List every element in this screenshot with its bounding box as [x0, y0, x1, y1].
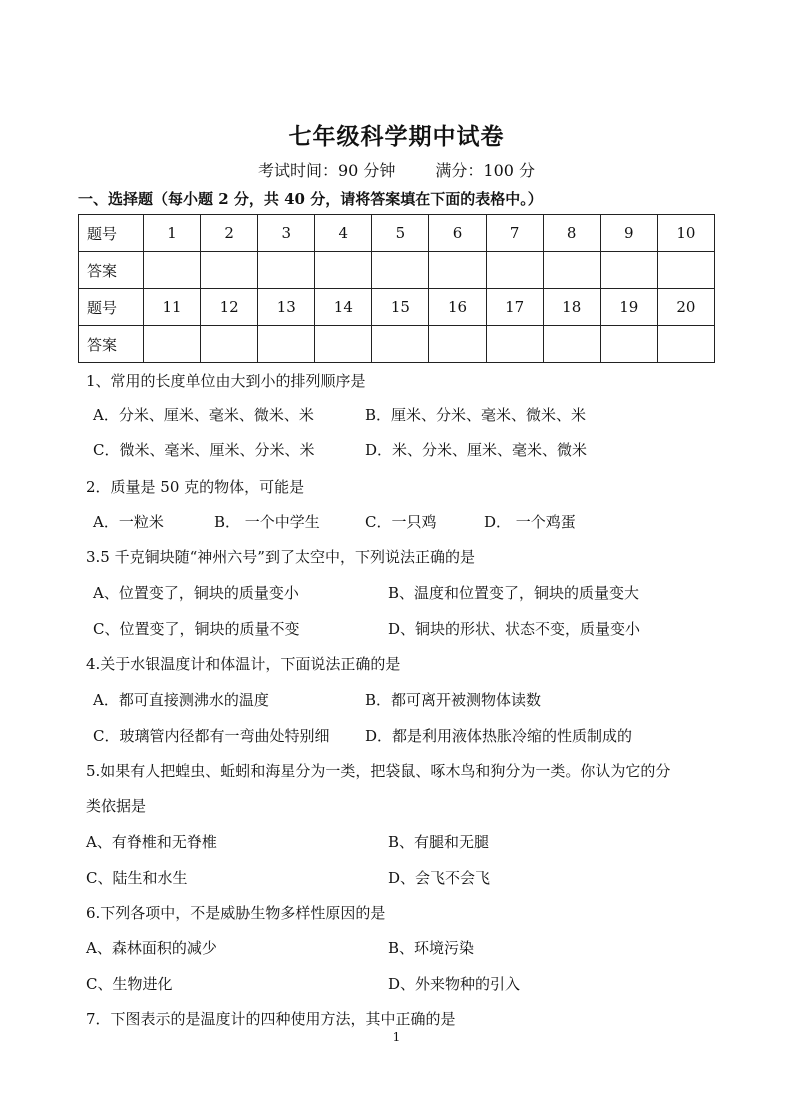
exam-time: 考试时间：90 分钟 [257, 161, 396, 180]
answer-cell[interactable] [315, 326, 372, 363]
question-number-cell: 16 [429, 289, 486, 326]
question-number-cell: 7 [486, 215, 543, 252]
question-number-cell: 19 [600, 289, 657, 326]
option-c: C．玻璃管内径都有一弯曲处特别细 [93, 727, 330, 745]
question-number-cell: 20 [657, 289, 714, 326]
page-number: 1 [392, 1030, 401, 1044]
table-row [79, 252, 715, 289]
question-number-cell: 3 [258, 215, 315, 252]
question-2: 2．质量是 50 克的物体，可能是 [86, 478, 305, 496]
option-a: A．分米、厘米、毫米、微米、米 [93, 406, 314, 424]
option-b: B、温度和位置变了，铜块的质量变大 [388, 584, 640, 602]
option-d: D． 一个鸡蛋 [484, 513, 576, 531]
question-number-cell: 6 [429, 215, 486, 252]
option-a: A．一粒米 [93, 513, 164, 531]
row-label-question: 题号 [79, 215, 144, 252]
row-label-question: 题号 [79, 289, 144, 326]
option-b: B． 一个中学生 [214, 513, 320, 531]
question-5-continued: 类依据是 [86, 797, 147, 815]
option-c: C、位置变了，铜块的质量不变 [93, 620, 300, 638]
answer-cell[interactable] [543, 326, 600, 363]
question-number-cell: 11 [144, 289, 201, 326]
question-number-cell: 8 [543, 215, 600, 252]
answer-cell[interactable] [429, 326, 486, 363]
option-c: C、陆生和水生 [86, 869, 188, 887]
answer-cell[interactable] [201, 252, 258, 289]
answer-cell[interactable] [429, 252, 486, 289]
option-c: C．微米、毫米、厘米、分米、米 [93, 441, 315, 459]
row-label-answer: 答案 [79, 326, 144, 363]
answer-cell[interactable] [144, 252, 201, 289]
exam-subtitle [0, 158, 793, 181]
answer-cell[interactable] [486, 326, 543, 363]
option-a: A．都可直接测沸水的温度 [93, 691, 269, 709]
question-5: 5.如果有人把蝗虫、蚯蚓和海星分为一类，把袋鼠、啄木鸟和狗分为一类。你认为它的分 [86, 762, 671, 780]
answer-cell[interactable] [372, 252, 429, 289]
answer-cell[interactable] [144, 326, 201, 363]
question-6: 6.下列各项中，不是威胁生物多样性原因的是 [86, 904, 386, 922]
question-number-cell: 2 [201, 215, 258, 252]
option-d: D、铜块的形状、状态不变，质量变小 [388, 620, 641, 638]
answer-cell[interactable] [486, 252, 543, 289]
option-c: C、生物进化 [86, 975, 173, 993]
question-1: 1、常用的长度单位由大到小的排列顺序是 [86, 372, 366, 390]
question-number-cell: 1 [144, 215, 201, 252]
answer-cell[interactable] [258, 326, 315, 363]
answer-cell[interactable] [372, 326, 429, 363]
option-a: A、有脊椎和无脊椎 [86, 833, 217, 851]
question-number-cell: 4 [315, 215, 372, 252]
option-d: D．米、分米、厘米、毫米、微米 [365, 441, 588, 459]
question-number-cell: 13 [258, 289, 315, 326]
answer-cell[interactable] [657, 252, 714, 289]
question-3: 3.5 千克铜块随“神州六号”到了太空中，下列说法正确的是 [86, 548, 475, 566]
answer-cell[interactable] [201, 326, 258, 363]
answer-cell[interactable] [543, 252, 600, 289]
option-d: D、外来物种的引入 [388, 975, 521, 993]
option-a: A、森林面积的减少 [86, 939, 217, 957]
answer-cell[interactable] [600, 252, 657, 289]
question-number-cell: 9 [600, 215, 657, 252]
question-number-cell: 5 [372, 215, 429, 252]
option-b: B、环境污染 [388, 939, 475, 957]
section-heading: 一、选择题（每小题 2 分，共 40 分，请将答案填在下面的表格中。） [78, 190, 543, 208]
option-b: B．都可离开被测物体读数 [365, 691, 542, 709]
answer-table [78, 214, 715, 363]
question-4: 4.关于水银温度计和体温计，下面说法正确的是 [86, 655, 401, 673]
answer-cell[interactable] [315, 252, 372, 289]
table-row [79, 215, 715, 252]
option-b: B、有腿和无腿 [388, 833, 490, 851]
table-row [79, 289, 715, 326]
table-row [79, 326, 715, 363]
question-number-cell: 10 [657, 215, 714, 252]
answer-cell[interactable] [600, 326, 657, 363]
option-d: D．都是利用液体热胀冷缩的性质制成的 [365, 727, 633, 745]
question-number-cell: 17 [486, 289, 543, 326]
question-number-cell: 14 [315, 289, 372, 326]
option-b: B．厘米、分米、毫米、微米、米 [365, 406, 587, 424]
answer-cell[interactable] [657, 326, 714, 363]
option-d: D、会飞不会飞 [388, 869, 491, 887]
option-a: A、位置变了，铜块的质量变小 [93, 584, 299, 602]
question-number-cell: 12 [201, 289, 258, 326]
question-number-cell: 18 [543, 289, 600, 326]
row-label-answer: 答案 [79, 252, 144, 289]
exam-score: 满分：100 分 [435, 161, 536, 180]
option-c: C．一只鸡 [365, 513, 437, 531]
question-7: 7．下图表示的是温度计的四种使用方法，其中正确的是 [86, 1010, 456, 1028]
question-number-cell: 15 [372, 289, 429, 326]
answer-cell[interactable] [258, 252, 315, 289]
exam-title: 七年级科学期中试卷 [288, 123, 505, 150]
